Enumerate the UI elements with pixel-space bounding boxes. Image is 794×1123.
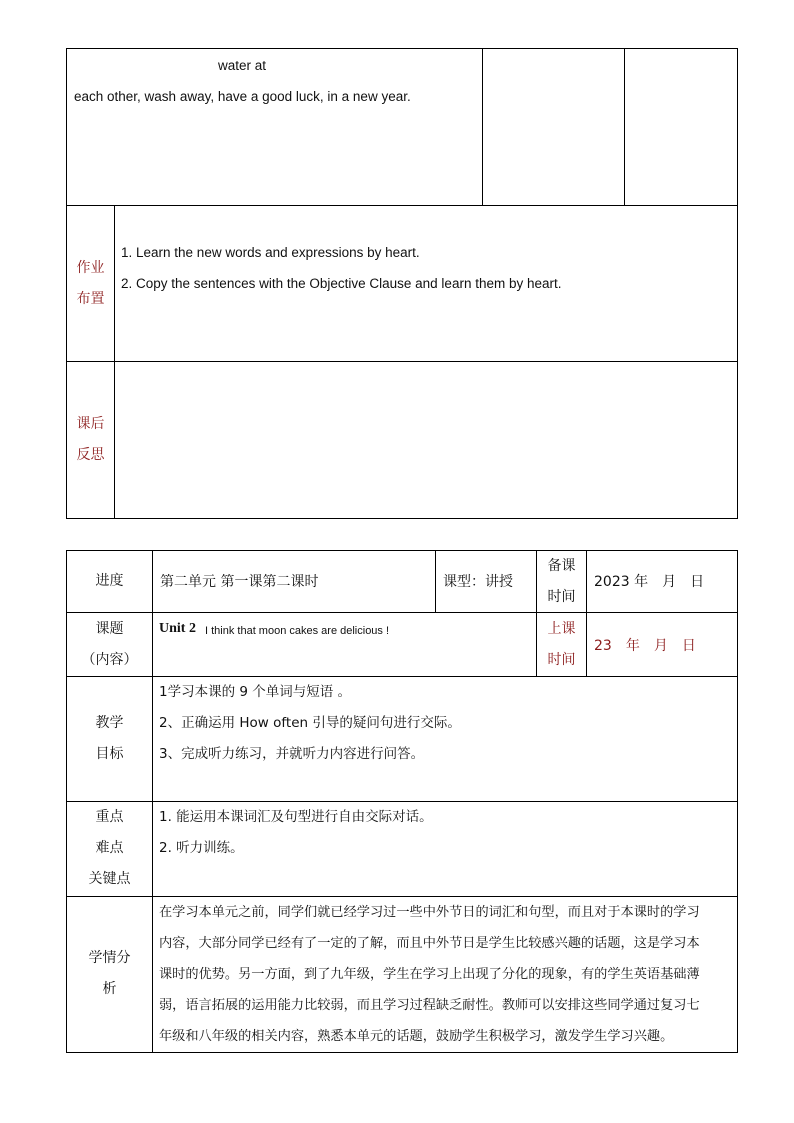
class-time-label-bottom: 时间 — [547, 652, 576, 668]
keypoint-item-2: 2. 听力训练。 — [159, 840, 244, 856]
keypoint-item-1: 1. 能运用本课词汇及句型进行自由交际对话。 — [159, 809, 433, 825]
prep-time-label-top: 备课 — [547, 558, 576, 574]
progress-value: 第二单元 第一课第二课时 — [160, 574, 319, 590]
analysis-line-2: 内容，大部分同学已经有了一定的了解，而且中外节日是学生比较感兴趣的话题，这是学习本 — [159, 936, 700, 951]
goals-label-top: 教学 — [95, 715, 124, 731]
analysis-line-1: 在学习本单元之前，同学们就已经学习过一些中外节日的词汇和句型，而且对于本课时的学习 — [159, 905, 700, 920]
analysis-label-bottom: 析 — [102, 981, 117, 997]
goal-item-1: 1学习本课的 9 个单词与短语 。 — [159, 684, 352, 700]
reflection-content-cell — [115, 362, 737, 518]
goals-label-bottom: 目标 — [95, 746, 124, 762]
topic-unit: Unit 2 — [159, 621, 196, 636]
homework-item-2: 2. Copy the sentences with the Objective Clause and learn them by heart. — [121, 276, 562, 291]
analysis-line-5: 年级和八年级的相关内容，熟悉本单元的话题，鼓励学生积极学习，激发学生学习兴趣。 — [159, 1029, 674, 1044]
prep-date: 2023 年 月 日 — [594, 574, 705, 590]
row1-text-line2: each other, wash away, have a good luck, in a new year. — [74, 89, 411, 104]
analysis-label-top: 学情分 — [88, 950, 131, 966]
goal-item-2: 2、正确运用 How often 引导的疑问句进行交际。 — [159, 715, 461, 731]
analysis-line-3: 课时的优势。另一方面，到了九年级，学生在学习上出现了分化的现象，有的学生英语基础薄 — [159, 967, 700, 982]
reflection-label-top: 课后 — [76, 416, 105, 432]
topic-title: I think that moon cakes are delicious ! — [205, 625, 390, 637]
keypoints-label-1: 重点 — [95, 809, 124, 825]
homework-item-1: 1. Learn the new words and expressions by heart. — [121, 245, 420, 260]
topic-label-bottom: （内容） — [81, 652, 138, 668]
lesson-type: 课型：讲授 — [443, 574, 513, 590]
homework-label-bottom: 布置 — [76, 291, 105, 307]
class-date: 23 年 月 日 — [594, 638, 696, 654]
reflection-label-bottom: 反思 — [76, 447, 105, 463]
class-time-label-top: 上课 — [547, 621, 576, 637]
keypoints-label-3: 关键点 — [88, 871, 131, 887]
analysis-line-4: 弱，语言拓展的运用能力比较弱，而且学习过程缺乏耐性。教师可以安排这些同学通过复习七 — [159, 998, 700, 1013]
prep-time-label-bottom: 时间 — [547, 589, 576, 605]
homework-label-top: 作业 — [76, 260, 105, 276]
row1-text-line1: water at — [218, 58, 267, 73]
goal-item-3: 3、完成听力练习，并就听力内容进行问答。 — [159, 746, 425, 762]
topic-label-top: 课题 — [95, 621, 124, 637]
progress-label: 进度 — [95, 573, 124, 589]
keypoints-label-2: 难点 — [95, 840, 124, 856]
